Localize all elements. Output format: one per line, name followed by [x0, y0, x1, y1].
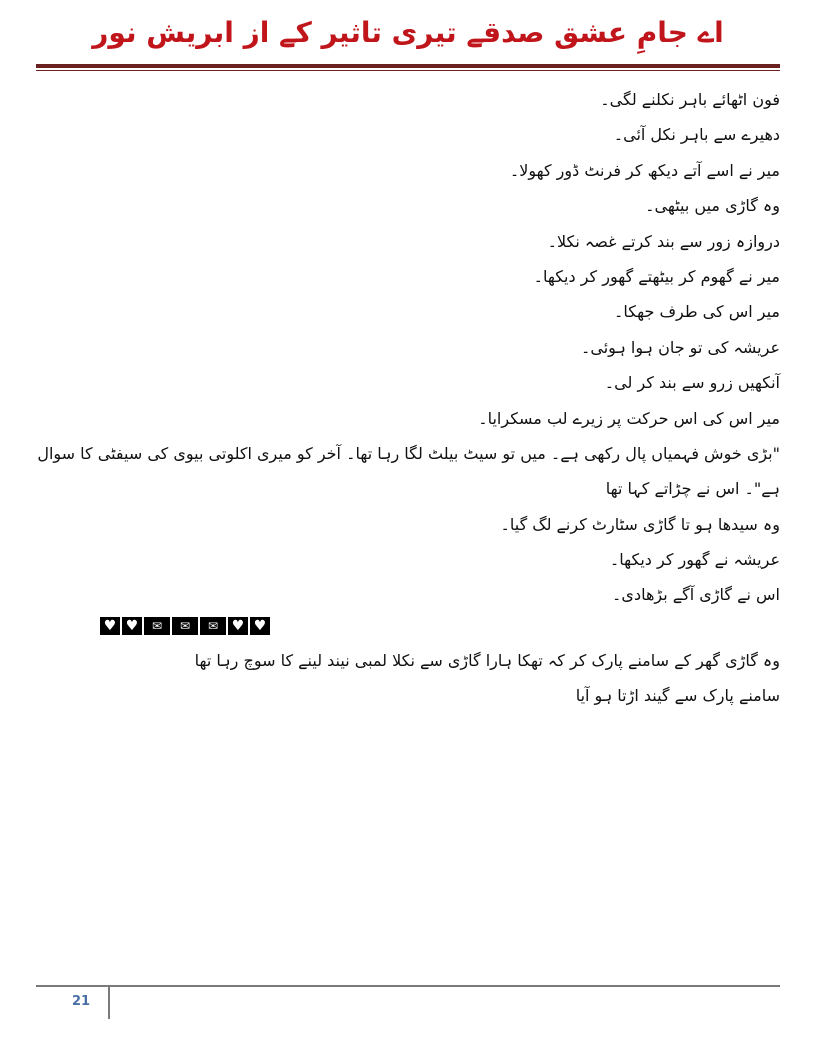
envelope-icon: ✉: [172, 617, 198, 635]
page-header-title: اے جامِ عشق صدقے تیری تاثیر کے از ابریش نور: [92, 16, 724, 49]
text-line: سامنے پارک سے گیند اڑتا ہو آیا: [575, 686, 780, 706]
text-line: دھیرے سے باہر نکل آئی۔: [613, 125, 780, 145]
text-line: آنکھیں زرو سے بند کر لی۔: [604, 373, 780, 393]
footer-rule: [36, 985, 780, 987]
text-line: میر نے اسے آتے دیکھ کر فرنٹ ڈور کھولا۔: [509, 160, 780, 180]
text-line: عریشہ کی تو جان ہوا ہوئی۔: [581, 337, 780, 357]
text-line: دروازہ زور سے بند کرتے غصہ نکلا۔: [547, 231, 780, 251]
text-line: میر اس کی اس حرکت پر زیرے لب مسکرایا۔: [478, 408, 780, 428]
text-line: وہ گاڑی میں بیٹھی۔: [645, 196, 780, 216]
text-line: میر اس کی طرف جھکا۔: [614, 302, 780, 322]
heart-icon: ♥: [228, 617, 248, 635]
text-line: اس نے گاڑی آگے بڑھادی۔: [612, 585, 780, 605]
envelope-icon: ✉: [200, 617, 226, 635]
heart-icon: ♥: [122, 617, 142, 635]
dialogue-line: ہے"۔ اس نے چڑاتے کہا تھا: [605, 479, 780, 499]
envelope-icon: ✉: [144, 617, 170, 635]
dialogue-line: "بڑی خوش فہمیاں پال رکھی ہے۔ میں تو سیٹ بیلٹ لگا رہا تھا۔ آخر کو میری اکلوتی بیوی کی سیفٹی کا سوال: [37, 443, 780, 463]
text-line: عریشہ نے گھور کر دیکھا۔: [609, 550, 780, 570]
text-line: وہ گاڑی گھر کے سامنے پارک کر کہ تھکا ہارا گاڑی سے نکلا لمبی نیند لینے کا سوچ رہا تھا: [194, 650, 780, 670]
heart-icon: ♥: [100, 617, 120, 635]
text-line: میر نے گھوم کر بیٹھتے گھور کر دیکھا۔: [533, 266, 780, 286]
page-body: [37, 82, 780, 714]
heart-icon: ♥: [250, 617, 270, 635]
text-line: فون اٹھائے باہر نکلنے لگی۔: [600, 90, 780, 109]
header-rule-thin: [36, 70, 780, 71]
header-rule: [36, 64, 780, 68]
page-number: 21: [72, 994, 91, 1009]
section-divider: [100, 615, 780, 637]
text-line: وہ سیدھا ہو تا گاڑی سٹارٹ کرنے لگ گیا۔: [500, 514, 780, 534]
footer-separator: [108, 987, 110, 1019]
